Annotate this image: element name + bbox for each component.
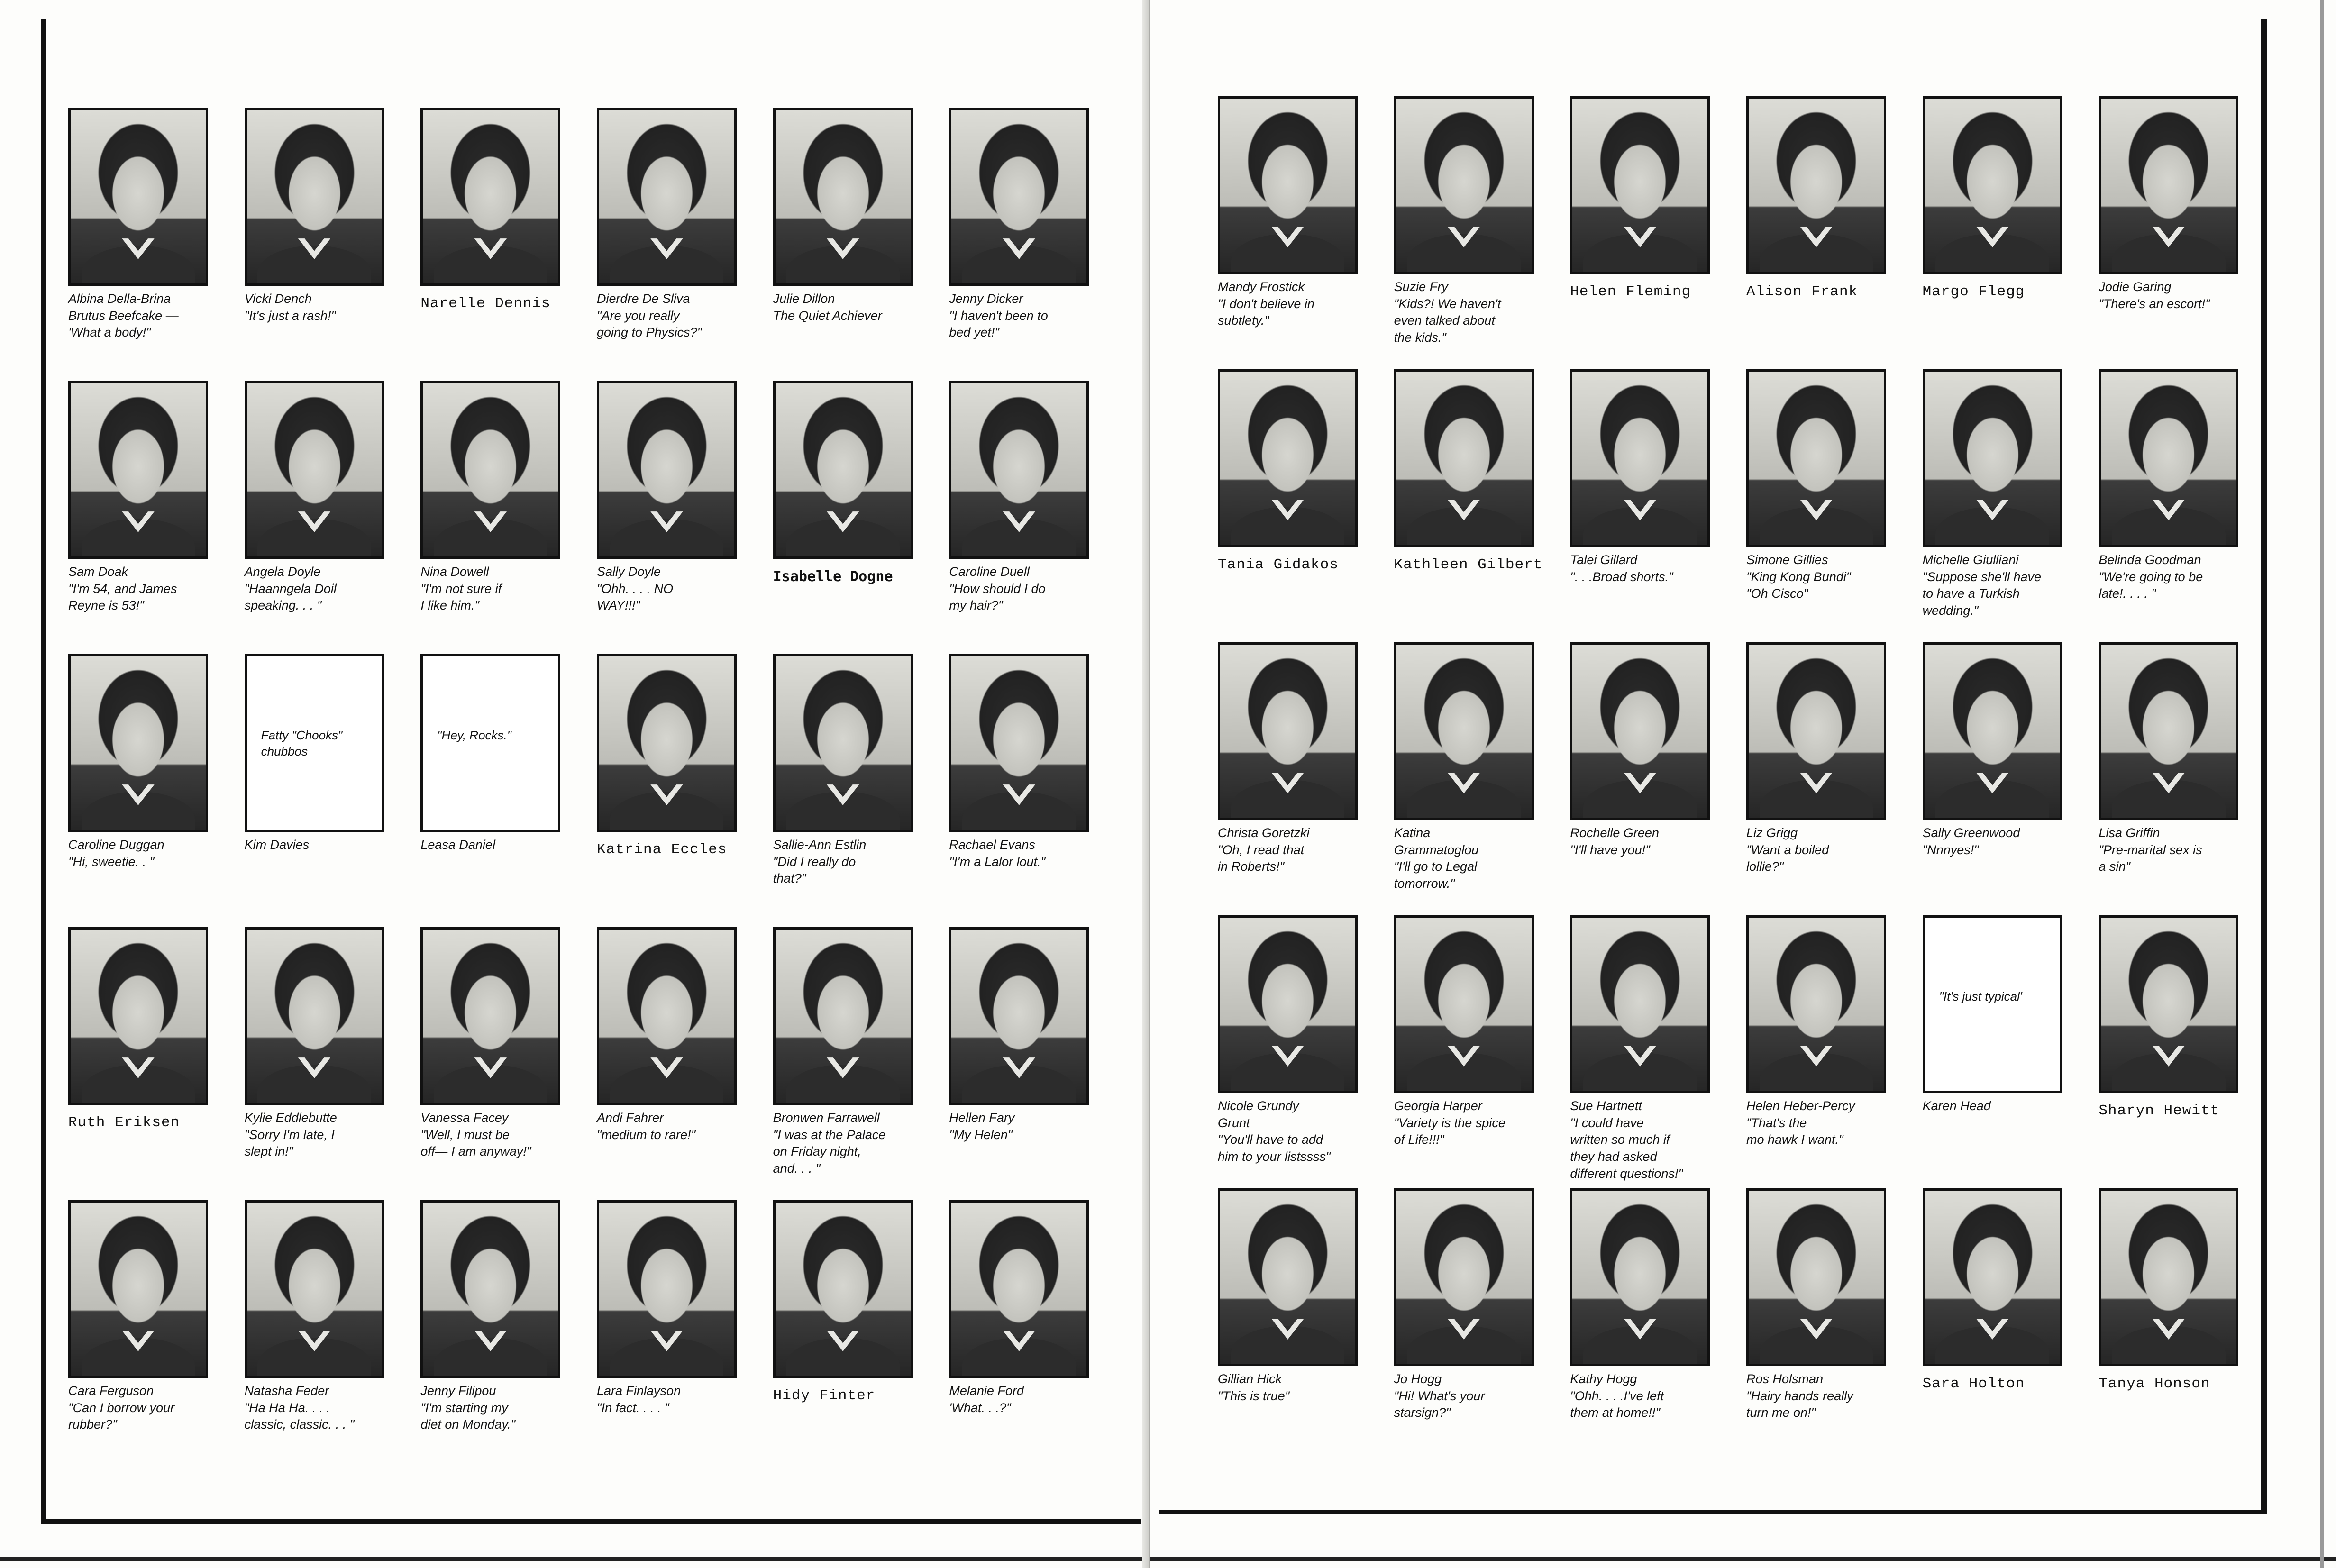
portrait-entry: [1387, 912, 1564, 1185]
portrait-caption: [1394, 279, 1546, 346]
student-name: Tanya Honson: [2099, 1376, 2210, 1392]
portrait-entry: [766, 923, 943, 1196]
portrait-caption: [2099, 825, 2250, 875]
right-page-border-bottom-outer: [1150, 1557, 2336, 1561]
portrait-photo: [773, 927, 913, 1105]
portrait-entry: [942, 650, 1119, 923]
portrait-caption: [597, 1383, 748, 1416]
portrait-photo: [773, 654, 913, 832]
portrait-caption: [949, 564, 1101, 614]
student-quote: "Ha Ha Ha. . . . classic, classic. . . ": [244, 1400, 355, 1432]
student-quote: "medium to rare!": [596, 1127, 696, 1142]
student-quote: "We're going to be late!. . . . ": [2099, 569, 2203, 601]
student-name: Sally Doyle: [596, 565, 661, 579]
portrait-caption: [1218, 279, 1369, 329]
student-quote: "Kids?! We haven't even talked about the kids.": [1394, 296, 1501, 345]
portrait-caption: [1923, 552, 2074, 620]
student-quote: The Quiet Achiever: [773, 308, 882, 323]
student-name: Vanessa Facey: [420, 1111, 509, 1125]
student-name: Rachael Evans: [949, 838, 1035, 852]
portrait-photo: [2099, 369, 2238, 547]
portrait-photo: [949, 108, 1089, 286]
portrait-caption: [68, 564, 220, 614]
portrait-photo: [1394, 642, 1534, 820]
student-name: Tania Gidakos: [1218, 556, 1339, 573]
portrait-entry: [1563, 1185, 1740, 1458]
portrait-photo: [1746, 1188, 1886, 1366]
student-quote: "Can I borrow your rubber?": [68, 1400, 175, 1432]
student-quote: "I'm not sure if I like him.": [420, 581, 502, 613]
student-name: Mandy Frostick: [1218, 280, 1305, 294]
portrait-entry: [1740, 638, 1916, 912]
portrait-photo: [1923, 96, 2062, 274]
student-name: Rochelle Green: [1570, 826, 1659, 840]
portrait-photo: [1570, 1188, 1710, 1366]
portrait-entry: [238, 377, 414, 650]
student-name: Liz Grigg: [1746, 826, 1798, 840]
portrait-caption: [68, 1383, 220, 1433]
portrait-entry: [2092, 365, 2268, 638]
portrait-caption: [245, 1383, 396, 1433]
portrait-entry: [1387, 92, 1564, 365]
student-name: Helen Heber-Percy: [1746, 1099, 1855, 1113]
portrait-caption: [1923, 1098, 2074, 1115]
student-name: Suzie Fry: [1394, 280, 1448, 294]
portrait-caption: [1394, 556, 1546, 575]
portrait-entry: [590, 1196, 766, 1469]
portrait-caption: [597, 840, 748, 860]
student-name: Helen Fleming: [1570, 283, 1691, 300]
portrait-entry: [942, 923, 1119, 1196]
student-quote: Brutus Beefcake — 'What a body!": [68, 308, 179, 340]
portrait-entry: [1563, 638, 1740, 912]
portrait-caption: [1746, 1098, 1898, 1149]
portrait-caption: [245, 837, 396, 854]
portrait-caption: [245, 564, 396, 614]
student-quote: "I haven't been to bed yet!": [949, 308, 1048, 340]
portrait-caption: [949, 837, 1101, 870]
student-quote: "That's the mo hawk I want.": [1746, 1115, 1843, 1147]
student-name: Lisa Griffin: [2099, 826, 2160, 840]
portrait-caption: [420, 564, 572, 614]
student-quote: Grammatoglou "I'll go to Legal tomorrow.": [1394, 842, 1479, 891]
portrait-entry: [1211, 912, 1387, 1185]
student-name: Lara Finlayson: [596, 1384, 681, 1398]
portrait-photo: [1218, 96, 1358, 274]
student-quote: "Variety is the spice of Life!!!": [1394, 1115, 1506, 1147]
portrait-entry: [414, 377, 590, 650]
portrait-caption: [1746, 1371, 1898, 1422]
portrait-entry: [414, 1196, 590, 1469]
portrait-photo: [68, 927, 208, 1105]
portrait-photo: [245, 927, 384, 1105]
portrait-entry: [238, 1196, 414, 1469]
portrait-caption: [1218, 825, 1369, 875]
student-name: Kylie Eddlebutte: [244, 1111, 337, 1125]
portrait-photo: [1394, 96, 1534, 274]
portrait-photo: [420, 381, 560, 559]
portrait-photo: [1746, 369, 1886, 547]
portrait-entry: [2092, 1185, 2268, 1458]
portrait-entry: [1916, 365, 2092, 638]
student-quote: "Oh, I read that in Roberts!": [1218, 842, 1305, 874]
portrait-entry: [1740, 912, 1916, 1185]
portrait-caption: [1746, 552, 1898, 602]
portrait-caption: [1746, 283, 1898, 302]
student-name: Sallie-Ann Estlin: [773, 838, 867, 852]
portrait-caption: [1394, 1371, 1546, 1422]
portrait-photo: [773, 108, 913, 286]
portrait-entry: [1916, 912, 2092, 1185]
portrait-entry: [766, 377, 943, 650]
portrait-caption: [2099, 1375, 2250, 1394]
portrait-entry: [766, 650, 943, 923]
student-quote: "I'm starting my diet on Monday.": [420, 1400, 516, 1432]
portrait-caption: [1218, 1371, 1369, 1404]
portrait-entry: [766, 104, 943, 377]
student-name: Kim Davies: [244, 838, 310, 852]
student-name: Caroline Duell: [949, 565, 1030, 579]
student-quote: "King Kong Bundi" "Oh Cisco": [1746, 569, 1851, 601]
student-name: Nina Dowell: [420, 565, 489, 579]
student-quote: "My Helen": [949, 1127, 1013, 1142]
portrait-photo: [597, 1200, 737, 1378]
portrait-caption: [597, 1110, 748, 1143]
portrait-caption: [2099, 1102, 2250, 1121]
portrait-entry: [590, 104, 766, 377]
student-quote: "Pre-marital sex is a sin": [2099, 842, 2202, 874]
portrait-caption: [420, 1110, 572, 1160]
portrait-caption: [597, 564, 748, 614]
student-quote: "Did I really do that?": [773, 854, 856, 886]
student-quote: 'What. . .?": [949, 1400, 1011, 1415]
portrait-caption: [773, 837, 925, 887]
portrait-entry: [1211, 638, 1387, 912]
student-name: Jo Hogg: [1394, 1372, 1442, 1386]
portrait-photo: [1923, 1188, 2062, 1366]
portrait-entry: [942, 377, 1119, 650]
photo-placeholder-quote: Fatty "Chooks" chubbos: [261, 728, 343, 758]
right-page-border-bottom: [1159, 1510, 2267, 1514]
portrait-photo: [420, 927, 560, 1105]
student-quote: "Want a boiled lollie?": [1746, 842, 1829, 874]
student-name: Jodie Garing: [2099, 280, 2172, 294]
blank-photo-frame: [1923, 915, 2062, 1093]
portrait-caption: [2099, 552, 2250, 602]
student-quote: "I could have written so much if they had asked different questions!": [1570, 1115, 1683, 1181]
student-name: Julie Dillon: [773, 292, 835, 306]
student-name: Hellen Fary: [949, 1111, 1015, 1125]
portrait-caption: [1570, 552, 1722, 585]
student-quote: "I was at the Palace on Friday night, and. . . ": [773, 1127, 886, 1176]
portrait-photo: [773, 1200, 913, 1378]
portrait-caption: [420, 837, 572, 854]
portrait-caption: [1923, 825, 2074, 858]
portrait-photo: [1923, 369, 2062, 547]
left-page: [0, 0, 1150, 1568]
portrait-caption: [773, 1386, 925, 1406]
portrait-entry: [1563, 92, 1740, 365]
portrait-photo: [1923, 642, 2062, 820]
portrait-entry: [414, 923, 590, 1196]
portrait-photo: [949, 381, 1089, 559]
portrait-photo: [245, 1200, 384, 1378]
portrait-entry: [1916, 92, 2092, 365]
student-quote: "I'll have you!": [1570, 842, 1650, 857]
portrait-entry: [1211, 1185, 1387, 1458]
student-name: Andi Fahrer: [596, 1111, 664, 1125]
portrait-photo: [1746, 915, 1886, 1093]
portrait-entry: [414, 104, 590, 377]
portrait-photo: [597, 108, 737, 286]
student-quote: "Well, I must be off— I am anyway!": [420, 1127, 531, 1159]
portrait-caption: [1218, 556, 1369, 575]
student-quote: "I'm a Lalor lout.": [949, 854, 1046, 869]
student-name: Talei Gillard: [1570, 553, 1637, 567]
portrait-entry: [1563, 912, 1740, 1185]
portrait-photo: [1218, 369, 1358, 547]
portrait-caption: [1394, 1098, 1546, 1149]
portrait-entry: [238, 650, 414, 923]
student-name: Jenny Filipou: [420, 1384, 496, 1398]
portrait-entry: [1211, 92, 1387, 365]
portrait-photo: [2099, 642, 2238, 820]
portrait-photo: [68, 654, 208, 832]
portrait-entry: [62, 650, 238, 923]
portrait-photo: [1218, 1188, 1358, 1366]
portrait-entry: [1387, 365, 1564, 638]
portrait-caption: [949, 291, 1101, 341]
portrait-entry: [766, 1196, 943, 1469]
student-name: Sam Doak: [68, 565, 128, 579]
portrait-caption: [420, 294, 572, 314]
student-quote: "Hi! What's your starsign?": [1394, 1388, 1485, 1420]
portrait-caption: [1570, 825, 1722, 858]
right-page-portrait-grid: [1211, 92, 2268, 1458]
portrait-photo: [245, 381, 384, 559]
portrait-entry: [1387, 1185, 1564, 1458]
student-quote: "Ohh. . . . NO WAY!!!": [596, 581, 674, 613]
portrait-photo: [949, 654, 1089, 832]
portrait-photo: [1218, 642, 1358, 820]
student-name: Narelle Dennis: [420, 295, 551, 312]
portrait-caption: [245, 1110, 396, 1160]
portrait-entry: [62, 104, 238, 377]
student-name: Sharyn Hewitt: [2099, 1103, 2220, 1119]
student-quote: "Nnnyes!": [1922, 842, 1979, 857]
student-name: Melanie Ford: [949, 1384, 1024, 1398]
student-quote: "Hi, sweetie. . ": [68, 854, 155, 869]
portrait-photo: [420, 1200, 560, 1378]
portrait-caption: [773, 567, 925, 586]
portrait-caption: [420, 1383, 572, 1433]
portrait-entry: [1916, 1185, 2092, 1458]
portrait-entry: [238, 104, 414, 377]
student-name: Belinda Goodman: [2099, 553, 2201, 567]
portrait-entry: [1740, 1185, 1916, 1458]
student-name: Bronwen Farrawell: [773, 1111, 880, 1125]
left-page-border-bottom-outer: [0, 1557, 1150, 1561]
student-name: Albina Della-Brina: [68, 292, 171, 306]
student-quote: "There's an escort!": [2099, 296, 2210, 311]
portrait-entry: [238, 923, 414, 1196]
student-name: Angela Doyle: [244, 565, 321, 579]
portrait-photo: [2099, 1188, 2238, 1366]
student-name: Kathleen Gilbert: [1394, 556, 1543, 573]
portrait-entry: [2092, 92, 2268, 365]
portrait-caption: [68, 837, 220, 870]
portrait-entry: [942, 1196, 1119, 1469]
portrait-entry: [590, 377, 766, 650]
student-name: Caroline Duggan: [68, 838, 164, 852]
portrait-caption: [1394, 825, 1546, 893]
portrait-entry: [414, 650, 590, 923]
portrait-caption: [1218, 1098, 1369, 1166]
portrait-caption: [949, 1383, 1101, 1416]
portrait-photo: [597, 654, 737, 832]
portrait-photo: [68, 108, 208, 286]
student-name: Gillian Hick: [1218, 1372, 1282, 1386]
portrait-photo: [245, 108, 384, 286]
student-name: Sara Holton: [1922, 1376, 2025, 1392]
portrait-caption: [1570, 283, 1722, 302]
portrait-caption: [68, 1113, 220, 1133]
portrait-photo: [1570, 915, 1710, 1093]
blank-photo-frame: [420, 654, 560, 832]
student-name: Leasa Daniel: [420, 838, 495, 852]
portrait-photo: [420, 108, 560, 286]
student-name: Cara Ferguson: [68, 1384, 154, 1398]
student-quote: "It's just a rash!": [244, 308, 336, 323]
right-page-outer-edge: [2320, 0, 2324, 1568]
portrait-caption: [2099, 279, 2250, 312]
portrait-entry: [2092, 912, 2268, 1185]
portrait-caption: [1570, 1098, 1722, 1182]
student-name: Sue Hartnett: [1570, 1099, 1642, 1113]
portrait-caption: [68, 291, 220, 341]
student-quote: "Suppose she'll have to have a Turkish wedding.": [1922, 569, 2042, 618]
student-name: Ruth Eriksen: [68, 1114, 180, 1131]
portrait-photo: [68, 381, 208, 559]
student-quote: "Haanngela Doil speaking. . . ": [244, 581, 337, 613]
student-name: Vicki Dench: [244, 292, 312, 306]
student-quote: ". . .Broad shorts.": [1570, 569, 1673, 584]
portrait-caption: [949, 1110, 1101, 1143]
student-name: Kathy Hogg: [1570, 1372, 1637, 1386]
portrait-entry: [62, 377, 238, 650]
portrait-photo: [2099, 96, 2238, 274]
student-name: Jenny Dicker: [949, 292, 1023, 306]
student-quote: "How should I do my hair?": [949, 581, 1046, 613]
portrait-caption: [1923, 283, 2074, 302]
portrait-caption: [773, 291, 925, 324]
student-name: Sally Greenwood: [1922, 826, 2020, 840]
portrait-entry: [1740, 92, 1916, 365]
portrait-photo: [597, 927, 737, 1105]
portrait-entry: [1563, 365, 1740, 638]
student-name: Karen Head: [1922, 1099, 1991, 1113]
portrait-photo: [949, 927, 1089, 1105]
portrait-caption: [773, 1110, 925, 1177]
student-quote: "Ohh. . . .I've left them at home!!": [1570, 1388, 1664, 1420]
student-name: Dierdre De Sliva: [596, 292, 690, 306]
portrait-photo: [1394, 915, 1534, 1093]
portrait-photo: [1746, 642, 1886, 820]
student-quote: "I don't believe in subtlety.": [1218, 296, 1314, 328]
student-quote: "This is true": [1218, 1388, 1290, 1403]
photo-placeholder-quote: "Hey, Rocks.": [437, 728, 512, 742]
portrait-photo: [1570, 96, 1710, 274]
portrait-entry: [1916, 638, 2092, 912]
left-page-border-left: [41, 19, 46, 1524]
student-name: Simone Gillies: [1746, 553, 1828, 567]
portrait-photo: [1218, 915, 1358, 1093]
portrait-photo: [2099, 915, 2238, 1093]
portrait-entry: [942, 104, 1119, 377]
student-name: Michelle Giulliani: [1922, 553, 2019, 567]
portrait-photo: [773, 381, 913, 559]
portrait-photo: [597, 381, 737, 559]
student-quote: "Hairy hands really turn me on!": [1746, 1388, 1853, 1420]
portrait-photo: [1746, 96, 1886, 274]
student-name: Georgia Harper: [1394, 1099, 1482, 1113]
portrait-caption: [1570, 1371, 1722, 1422]
student-quote: "I'm 54, and James Reyne is 53!": [68, 581, 177, 613]
portrait-photo: [1394, 369, 1534, 547]
portrait-caption: [597, 291, 748, 341]
portrait-entry: [590, 923, 766, 1196]
portrait-photo: [68, 1200, 208, 1378]
portrait-entry: [62, 923, 238, 1196]
portrait-photo: [1570, 369, 1710, 547]
student-quote: Grunt "You'll have to add him to your listssss": [1218, 1115, 1331, 1164]
portrait-photo: [949, 1200, 1089, 1378]
student-quote: "Are you really going to Physics?": [596, 308, 702, 340]
student-name: Katrina Eccles: [596, 841, 727, 858]
student-name: Christa Goretzki: [1218, 826, 1310, 840]
student-name: Ros Holsman: [1746, 1372, 1824, 1386]
portrait-caption: [1923, 1375, 2074, 1394]
student-quote: "Sorry I'm late, I slept in!": [244, 1127, 335, 1159]
portrait-entry: [1211, 365, 1387, 638]
portrait-entry: [2092, 638, 2268, 912]
portrait-entry: [590, 650, 766, 923]
portrait-photo: [1394, 1188, 1534, 1366]
portrait-entry: [1387, 638, 1564, 912]
left-page-border-bottom: [41, 1519, 1141, 1524]
student-name: Nicole Grundy: [1218, 1099, 1299, 1113]
student-quote: "In fact. . . . ": [596, 1400, 669, 1415]
portrait-entry: [62, 1196, 238, 1469]
student-name: Margo Flegg: [1922, 283, 2025, 300]
student-name: Hidy Finter: [773, 1387, 876, 1404]
blank-photo-frame: [245, 654, 384, 832]
portrait-entry: [1740, 365, 1916, 638]
student-name: Isabelle Dogne: [773, 568, 893, 585]
portrait-caption: [1746, 825, 1898, 875]
student-name: Katina: [1394, 826, 1431, 840]
photo-placeholder-quote: "It's just typical': [1939, 989, 2022, 1003]
portrait-photo: [1570, 642, 1710, 820]
left-page-portrait-grid: [62, 104, 1119, 1469]
student-name: Natasha Feder: [244, 1384, 329, 1398]
portrait-caption: [245, 291, 396, 324]
student-name: Alison Frank: [1746, 283, 1858, 300]
